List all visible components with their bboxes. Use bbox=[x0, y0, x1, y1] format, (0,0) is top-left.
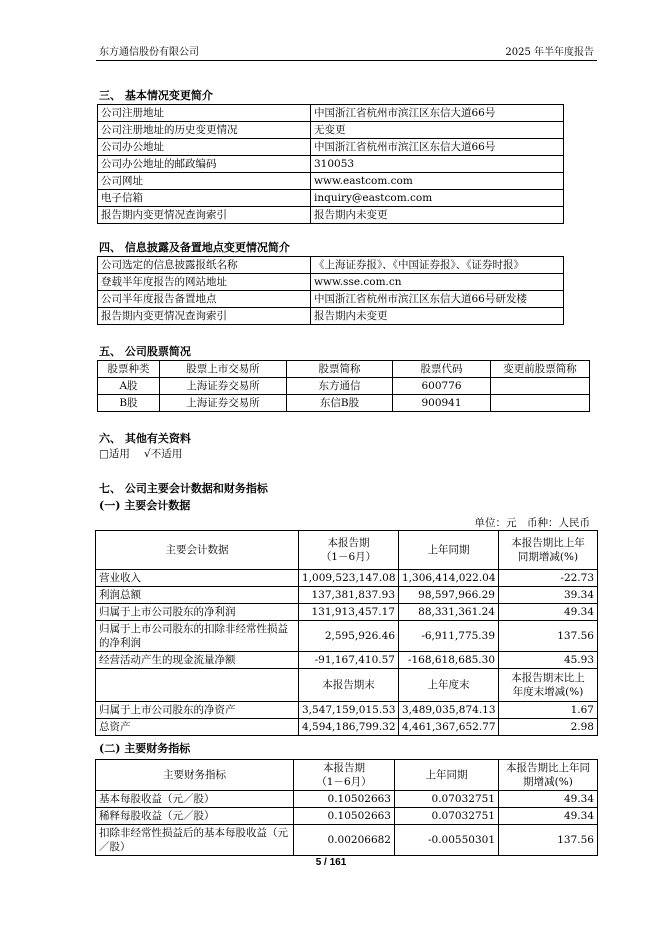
prior-period-value: 1,306,414,022.04 bbox=[399, 570, 499, 587]
empty-header bbox=[96, 669, 299, 702]
table-row bbox=[96, 825, 598, 856]
column-header: 本报告期 （1－6月） bbox=[294, 760, 395, 791]
table-row bbox=[98, 257, 564, 274]
column-header: 股票简称 bbox=[287, 361, 393, 378]
row-label: 稀释每股收益（元／股） bbox=[96, 808, 294, 825]
row-value: 中国浙江省杭州市滨江区东信大道66号 bbox=[311, 105, 564, 122]
table-row bbox=[96, 621, 598, 652]
section4-title: 四、 信息披露及备置地点变更情况简介 bbox=[99, 241, 290, 254]
prior-year-end-value: 4,461,367,652.77 bbox=[399, 719, 499, 736]
column-header: 股票代码 bbox=[393, 361, 491, 378]
table-row bbox=[98, 105, 564, 122]
current-period-value: 137,381,837.93 bbox=[299, 587, 399, 604]
column-header: 股票种类 bbox=[98, 361, 160, 378]
row-value: 《上海证券报》、《中国证券报》、《证券时报》 bbox=[311, 257, 564, 274]
row-label: 归属于上市公司股东的扣除非经常性损益的净利润 bbox=[96, 621, 299, 652]
change-percent: 49.34 bbox=[499, 808, 598, 825]
section6-title: 六、 其他有关资料 bbox=[99, 432, 191, 445]
table-cell: 600776 bbox=[393, 378, 491, 395]
column-header: 本报告期比上年同 期增减(%) bbox=[499, 760, 598, 791]
current-period-value: 2,595,926.46 bbox=[299, 621, 399, 652]
header-row bbox=[96, 531, 598, 570]
disclosure-table bbox=[97, 256, 564, 325]
table-cell: 东方通信 bbox=[287, 378, 393, 395]
table-cell: 900941 bbox=[393, 395, 491, 412]
column-header: 本报告期末比上 年度末增减(%) bbox=[499, 669, 598, 702]
row-value: www.sse.com.cn bbox=[311, 274, 564, 291]
table-row bbox=[98, 122, 564, 139]
column-header: 本报告期 （1－6月） bbox=[299, 531, 399, 570]
table-row bbox=[98, 395, 590, 412]
prior-period-value: 0.07032751 bbox=[395, 808, 499, 825]
column-header: 本报告期比上年 同期增减(%) bbox=[499, 531, 598, 570]
row-label: 经营活动产生的现金流量净额 bbox=[96, 652, 299, 669]
column-header: 变更前股票简称 bbox=[491, 361, 590, 378]
prior-period-value: 0.07032751 bbox=[395, 791, 499, 808]
header-divider bbox=[96, 60, 597, 61]
change-percent: 49.34 bbox=[499, 604, 598, 621]
row-label: 归属于上市公司股东的净资产 bbox=[96, 702, 299, 719]
table-cell: 上海证券交易所 bbox=[160, 378, 287, 395]
row-value: 报告期内未变更 bbox=[311, 308, 564, 325]
table-row bbox=[96, 570, 598, 587]
header-report-title: 2025 年半年度报告 bbox=[505, 47, 594, 58]
section3-title: 三、 基本情况变更简介 bbox=[99, 89, 213, 102]
page-number: 5 / 161 bbox=[315, 857, 347, 868]
row-value: 中国浙江省杭州市滨江区东信大道66号 bbox=[311, 139, 564, 156]
row-value: 310053 bbox=[311, 156, 564, 173]
header-row bbox=[98, 361, 590, 378]
table-row bbox=[96, 719, 598, 736]
table-cell bbox=[491, 378, 590, 395]
current-period-value: 0.10502663 bbox=[294, 808, 395, 825]
table-cell: 上海证券交易所 bbox=[160, 395, 287, 412]
option-not-applicable: √不适用 bbox=[144, 448, 183, 460]
column-header: 股票上市交易所 bbox=[160, 361, 287, 378]
row-label: 公司网址 bbox=[98, 173, 311, 190]
row-label: 电子信箱 bbox=[98, 190, 311, 207]
column-header: 上年度末 bbox=[399, 669, 499, 702]
column-header: 上年同期 bbox=[399, 531, 499, 570]
table-row bbox=[98, 173, 564, 190]
table-row bbox=[96, 791, 598, 808]
prior-period-value: 88,331,361.24 bbox=[399, 604, 499, 621]
table-row bbox=[96, 587, 598, 604]
change-percent: 49.34 bbox=[499, 791, 598, 808]
table-row bbox=[98, 274, 564, 291]
current-period-value: 0.00206682 bbox=[294, 825, 395, 856]
row-label: 公司半年度报告备置地点 bbox=[98, 291, 311, 308]
table-row bbox=[98, 378, 590, 395]
change-percent: 137.56 bbox=[499, 825, 598, 856]
prior-period-value: 98,597,966.29 bbox=[399, 587, 499, 604]
row-label: 归属于上市公司股东的净利润 bbox=[96, 604, 299, 621]
row-label: 报告期内变更情况查询索引 bbox=[98, 308, 311, 325]
table-row bbox=[98, 291, 564, 308]
row-label: 营业收入 bbox=[96, 570, 299, 587]
prior-year-end-value: 3,489,035,874.13 bbox=[399, 702, 499, 719]
table-cell: 东信B股 bbox=[287, 395, 393, 412]
unit-note: 单位：元 币种：人民币 bbox=[474, 517, 590, 529]
table-row bbox=[98, 308, 564, 325]
period-end-value: 4,594,186,799.32 bbox=[299, 719, 399, 736]
change-percent: 137.56 bbox=[499, 621, 598, 652]
option-applicable: □适用 bbox=[99, 448, 130, 460]
change-percent: -22.73 bbox=[499, 570, 598, 587]
row-label: 报告期内变更情况查询索引 bbox=[98, 207, 311, 224]
table-row bbox=[96, 702, 598, 719]
header-row bbox=[96, 669, 598, 702]
row-label: 公司办公地址的邮政编码 bbox=[98, 156, 311, 173]
row-label: 登载半年度报告的网站地址 bbox=[98, 274, 311, 291]
row-value: www.eastcom.com bbox=[311, 173, 564, 190]
header-company: 东方通信股份有限公司 bbox=[99, 47, 199, 58]
current-period-value: -91,167,410.57 bbox=[299, 652, 399, 669]
row-label: 公司选定的信息披露报纸名称 bbox=[98, 257, 311, 274]
table-row bbox=[96, 808, 598, 825]
sub2-title: (二) 主要财务指标 bbox=[99, 742, 191, 755]
column-header: 本报告期末 bbox=[299, 669, 399, 702]
change-percent: 1.67 bbox=[499, 702, 598, 719]
period-end-value: 3,547,159,015.53 bbox=[299, 702, 399, 719]
accounting-data-table bbox=[95, 530, 598, 736]
row-label: 扣除非经常性损益后的基本每股收益（元／股） bbox=[96, 825, 294, 856]
row-label: 公司注册地址 bbox=[98, 105, 311, 122]
prior-period-value: -168,618,685.30 bbox=[399, 652, 499, 669]
section5-title: 五、 公司股票简况 bbox=[99, 345, 191, 358]
column-header: 上年同期 bbox=[395, 760, 499, 791]
row-label: 利润总额 bbox=[96, 587, 299, 604]
row-label: 公司办公地址 bbox=[98, 139, 311, 156]
header-row bbox=[96, 760, 598, 791]
row-label: 总资产 bbox=[96, 719, 299, 736]
table-row bbox=[96, 604, 598, 621]
row-value: 无变更 bbox=[311, 122, 564, 139]
current-period-value: 0.10502663 bbox=[294, 791, 395, 808]
table-row bbox=[98, 156, 564, 173]
stock-table bbox=[97, 360, 590, 412]
prior-period-value: -6,911,775.39 bbox=[399, 621, 499, 652]
row-value: 报告期内未变更 bbox=[311, 207, 564, 224]
table-cell: B股 bbox=[98, 395, 160, 412]
table-row bbox=[96, 652, 598, 669]
change-percent: 45.93 bbox=[499, 652, 598, 669]
row-value: inquiry@eastcom.com bbox=[311, 190, 564, 207]
basic-info-table bbox=[97, 104, 564, 224]
sub1-title: (一) 主要会计数据 bbox=[99, 499, 191, 512]
table-row bbox=[98, 190, 564, 207]
section7-title: 七、 公司主要会计数据和财务指标 bbox=[99, 482, 268, 495]
change-percent: 39.34 bbox=[499, 587, 598, 604]
row-label: 公司注册地址的历史变更情况 bbox=[98, 122, 311, 139]
column-header: 主要会计数据 bbox=[96, 531, 299, 570]
table-row bbox=[98, 139, 564, 156]
row-label: 基本每股收益（元／股） bbox=[96, 791, 294, 808]
row-value: 中国浙江省杭州市滨江区东信大道66号研发楼 bbox=[311, 291, 564, 308]
column-header: 主要财务指标 bbox=[96, 760, 294, 791]
current-period-value: 1,009,523,147.08 bbox=[299, 570, 399, 587]
change-percent: 2.98 bbox=[499, 719, 598, 736]
financial-indicator-table bbox=[95, 759, 598, 856]
prior-period-value: -0.00550301 bbox=[395, 825, 499, 856]
table-row bbox=[98, 207, 564, 224]
table-cell bbox=[491, 395, 590, 412]
current-period-value: 131,913,457.17 bbox=[299, 604, 399, 621]
table-cell: A股 bbox=[98, 378, 160, 395]
